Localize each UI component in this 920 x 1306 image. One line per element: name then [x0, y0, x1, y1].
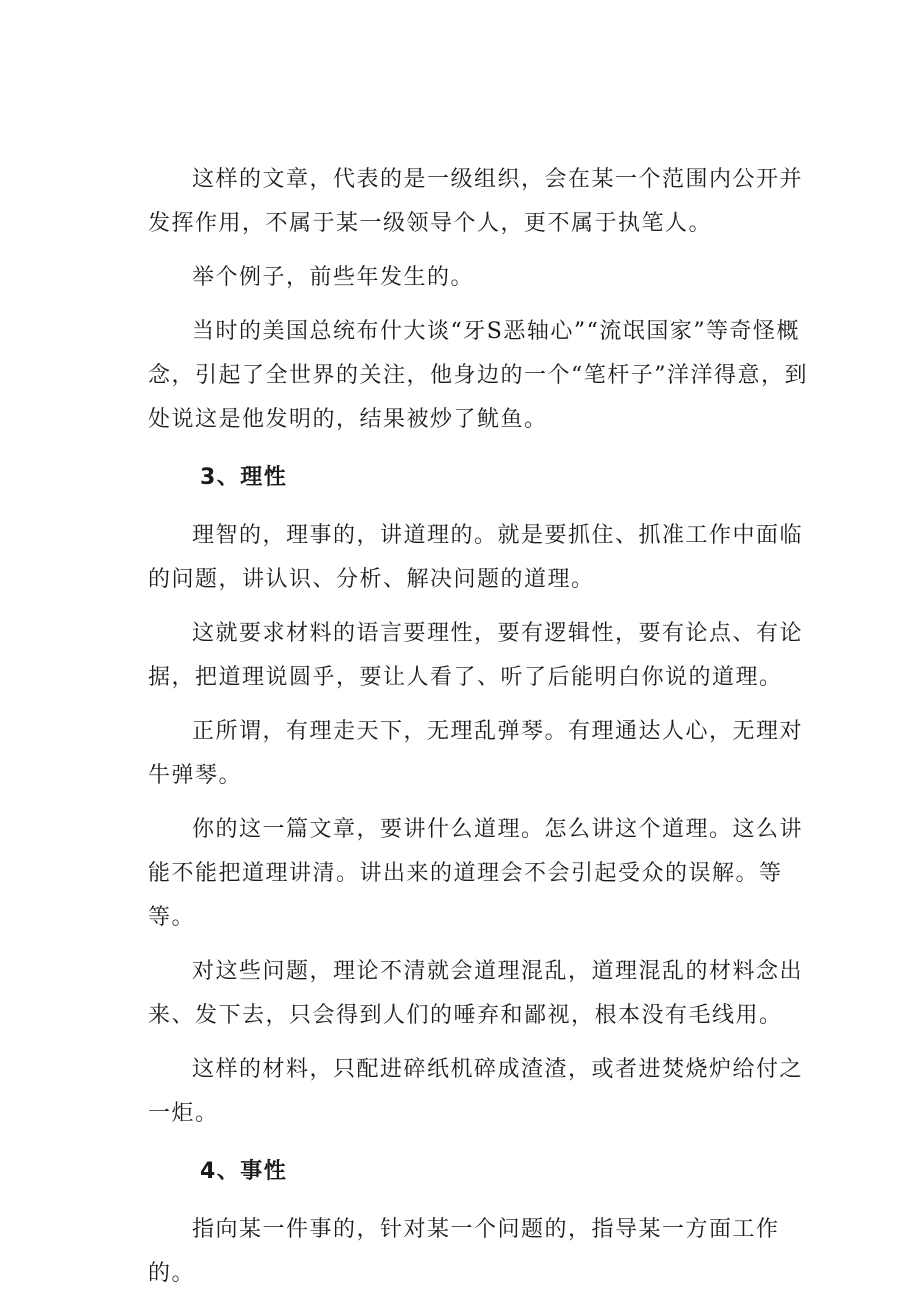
paragraph: 这样的材料，只配进碎纸机碎成渣渣，或者进焚烧炉给付之一炬。: [148, 1057, 804, 1126]
section-heading-4: 4、事性: [200, 1159, 288, 1184]
paragraph: 对这些问题，理论不清就会道理混乱，道理混乱的材料念出来、发下去，只会得到人们的唾弃和鄙视，根本没有毛线用。: [148, 959, 804, 1028]
paragraph: 这样的文章，代表的是一级组织，会在某一个范围内公开并发挥作用，不属于某一级领导个人，更不属于执笔人。: [148, 167, 804, 236]
paragraph: 正所谓，有理走天下，无理乱弹琴。有理通达人心，无理对牛弹琴。: [148, 719, 804, 788]
paragraph: 当时的美国总统布什大谈“牙S恶轴心”“流氓国家”等奇怪概念，引起了全世界的关注，他身边的一个“笔杆子”洋洋得意，到处说这是他发明的，结果被炒了鱿鱼。: [148, 319, 808, 432]
document-page: [148, 158, 808, 1306]
paragraph: 举个例子，前些年发生的。: [192, 265, 475, 290]
section-heading-3: 3、理性: [200, 465, 288, 490]
paragraph: 理智的，理事的，讲道理的。就是要抓住、抓准工作中面临的问题，讲认识、分析、解决问题的道理。: [148, 523, 804, 592]
paragraph: 指向某一件事的，针对某一个问题的，指导某一方面工作的。: [148, 1217, 780, 1286]
paragraph: 这就要求材料的语言要理性，要有逻辑性，要有论点、有论据，把道理说圆乎，要让人看了、听了后能明白你说的道理。: [148, 621, 804, 690]
paragraph: 你的这一篇文章，要讲什么道理。怎么讲这个道理。这么讲能不能把道理讲清。讲出来的道理会不会引起受众的误解。等等。: [148, 817, 804, 930]
